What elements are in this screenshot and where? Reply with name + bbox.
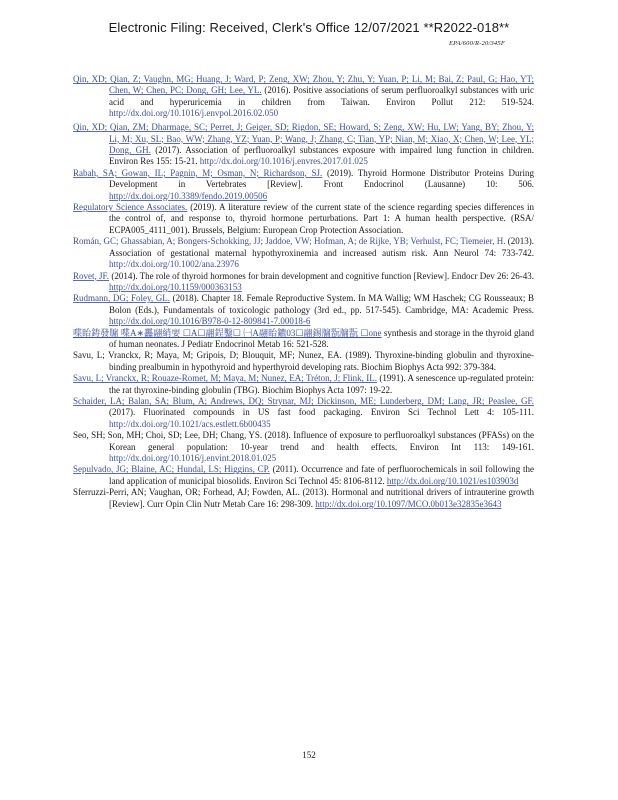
doi-link[interactable]: http://dx.doi.org/10.1016/j.envres.2017.01.025 [199, 156, 368, 167]
reference-entry: 喋眙鋳發牖 喋A∗靐翮綃婯 ☐A☐翮鋥鑿☐ ㈠A翮眙鑣03☐翮錫牖翫牖翫 ☐one synthesis and storage in the thyroid gland of human neonates. J Pediatr Endocrinol Metab 16: 521-528. [73, 327, 534, 349]
author-link[interactable]: Savu, L; Vranckx, R; Rouaze-Romet, M; Maya, M; Nunez, EA; Tréton, J; Flink, IL. [73, 373, 377, 384]
doi-link[interactable]: http://dx.doi.org/10.3389/fendo.2019.00506 [109, 190, 268, 201]
doi-link[interactable]: http://dx.doi.org/10.1097/MCO.0b013e32835e3643 [315, 498, 502, 509]
doi-link[interactable]: http://dx.doi.org/10.1016/j.envint.2018.01.025 [109, 453, 277, 463]
reference-entry: Savu, L; Vranckx, R; Maya, M; Gripois, D; Blouquit, MF; Nunez, EA. (1989). Thyroxine-binding globulin and thyroxine-binding prealbumin in hypothyroid and hyperthyroid developing rats. Biochim Biophys Acta 992: 379-384. [73, 350, 534, 372]
author-text: Seo, SH; Son, MH; Choi, SD; Lee, DH; Chang, YS. [73, 430, 263, 441]
reference-entry: Rabah, SA; Gowan, IL; Pagnin, M; Osman, N; Richardson, SJ. (2019). Thyroid Hormone Distributor Proteins During Development in Vertebrates [Review]. Front Endocrinol (Lausanne) 10: 506. http://dx.doi.org/10.3389/fendo.2019.00506 [73, 167, 534, 201]
reference-entry: Regulatory Science Associates. (2019). A literature review of the current state of the science regarding species differences in the control of, and response to, thyroid hormone perturbations. Part 1: A human health perspective. (RSA/ ECPA005_4111_001). Brussels, Belgium: European Crop Protection Association. [73, 202, 534, 235]
reference-entry: Qin, XD; Qian, ZM; Dharmage, SC; Perret, J; Geiger, SD; Rigdon, SE; Howard, S; Zeng, XW; Hu, LW; Yang, BY; Zhou, Y; Li, M; Xu, SL; Bao, WW; Zhang, YZ; Yuan, P; Wang, J; Zhang, C; Tian, YP; Nian, M; Xiao, X; Chen, W; Lee, YL; Dong, GH. (2017). Association of perfluoroalkyl substances exposure with impaired lung function in children. Environ Res 155: 15-21. http://dx.doi.org/10.1016/j.envres.2017.01.025 [73, 122, 535, 167]
author-text: Sferruzzi-Perri, AN; Vaughan, OR; Forhead, AJ; Fowden, AL. [73, 487, 300, 498]
author-link[interactable]: Schaider, LA; Balan, SA; Blum, A; Andrews, DQ; Strynar, MJ; Dickinson, ME; Lunderberg, DM; Lang, JR; Peaslee, GF. [73, 395, 534, 406]
author-link[interactable]: Regulatory Science Associates. [73, 202, 188, 213]
garbled-author-text: 喋眙鋳發牖 喋A∗靐翮綃婯 ☐A☐翮鋥鑿☐ ㈠A翮眙鑣03☐翮錫牖翫牖翫 ☐one [73, 327, 382, 338]
doi-link[interactable]: http://dx.doi.org/10.1016/B978-0-12-809841-7.00018-6 [109, 316, 311, 327]
author-link[interactable]: Rovet, JF. [73, 270, 110, 281]
author-link[interactable]: Rabah, SA; Gowan, IL; Pagnin, M; Osman, N; Richardson, SJ. [73, 167, 323, 178]
document-id: EPA/600/R-20/345F [449, 40, 505, 47]
doi-link[interactable]: http://dx.doi.org/10.1021/es103903d [386, 475, 519, 486]
author-link[interactable]: Sepulvado, JG; Blaine, AC; Hundal, LS; Higgins, CP. [73, 464, 270, 475]
reference-entry: Sepulvado, JG; Blaine, AC; Hundal, LS; Higgins, CP. (2011). Occurrence and fate of perfluorochemicals in soil following the land application of municipal biosolids. Environ Sci Technol 45: 8106-8112. http://dx.doi.org/10.1021/es103903d [73, 464, 534, 486]
reference-list [73, 74, 534, 510]
doi-link[interactable]: http://dx.doi.org/10.1002/ana.23976 [109, 259, 239, 270]
reference-entry: Rudmann, DG; Foley, GL. (2018). Chapter 18. Female Reproductive System. In MA Wallig; WM Haschek; CG Rousseaux; B Bolon (Eds.), Fundamentals of toxicologic pathology (3rd ed., pp. 517-545). Cambridge, MA: Academic Press. http://dx.doi.org/10.1016/B978-0-12-809841-7.00018-6 [73, 293, 534, 327]
doi-link[interactable]: http://dx.doi.org/10.1021/acs.estlett.6b00435 [109, 418, 271, 429]
reference-entry: Savu, L; Vranckx, R; Rouaze-Romet, M; Maya, M; Nunez, EA; Tréton, J; Flink, IL. (1991). A senescence up-regulated protein: the rat thyroxine-binding globulin (TBG). Biochim Biophys Acta 1097: 19-22. [73, 373, 534, 395]
author-link[interactable]: Qin, XD; Qian, Z; Vaughn, MG; Huang, J; Ward, P; Zeng, XW; Zhou, Y; Zhu, Y; Yuan, P; Li, M; Bai, Z; Paul, G; Hao, YT; Chen, W; Chen, PC; Dong, GH; Lee, YL. [73, 74, 534, 96]
reference-entry: Qin, XD; Qian, Z; Vaughn, MG; Huang, J; Ward, P; Zeng, XW; Zhou, Y; Zhu, Y; Yuan, P; Li, M; Bai, Z; Paul, G; Hao, YT; Chen, W; Chen, PC; Dong, GH; Lee, YL. (2016). Positive associations of serum perfluoroalkyl substances with uric acid and hyperuricemia in children from Taiwan. Environ Pollut 212: 519-524. http://dx.doi.org/10.1016/j.envpol.2016.02.050 [73, 74, 534, 119]
reference-entry: Sferruzzi-Perri, AN; Vaughan, OR; Forhead, AJ; Fowden, AL. (2013). Hormonal and nutritional drivers of intrauterine growth [Review]. Curr Opin Clin Nutr Metab Care 16: 298-309. http://dx.doi.org/10.1097/MCO.0b013e32835e3643 [73, 487, 534, 509]
filing-header: Electronic Filing: Received, Clerk's Office 12/07/2021 **R2022-018** [108, 20, 510, 35]
reference-entry: Rovet, JF. (2014). The role of thyroid hormones for brain development and cognitive function [Review]. Endocr Dev 26: 26-43. http://dx.doi.org/10.1159/000363153 [73, 270, 534, 292]
reference-entry: Román, GC; Ghassabian, A; Bongers-Schokking, JJ; Jaddoe, VW; Hofman, A; de Rijke, YB; Verhulst, FC; Tiemeier, H. (2013). Association of gestational maternal hypothyroxinemia and increased autism risk. Ann Neurol 74: 733-742. http://dx.doi.org/10.1002/ana.23976 [73, 236, 535, 270]
reference-entry: Seo, SH; Son, MH; Choi, SD; Lee, DH; Chang, YS. (2018). Influence of exposure to perfluoroalkyl substances (PFASs) on the Korean general population: 10-year trend and health effects. Environ Int 113: 149-161. http://dx.doi.org/10.1016/j.envint.2018.01.025 [73, 430, 534, 463]
reference-entry: Schaider, LA; Balan, SA; Blum, A; Andrews, DQ; Strynar, MJ; Dickinson, ME; Lunderberg, DM; Lang, JR; Peaslee, GF. (2017). Fluorinated compounds in US fast food packaging. Environ Sci Technol Lett 4: 105-111. http://dx.doi.org/10.1021/acs.estlett.6b00435 [73, 395, 534, 429]
author-link[interactable]: Qin, XD; Qian, ZM; Dharmage, SC; Perret, J; Geiger, SD; Rigdon, SE; Howard, S; Zeng, XW; Hu, LW; Yang, BY; Zhou, Y; Li, M; Xu, SL; Bao, WW; Zhang, YZ; Yuan, P; Wang, J; Zhang, C; Tian, YP; Nian, M; Xiao, X; Chen, W; Lee, YL; Dong, GH. [73, 122, 534, 156]
author-link[interactable]: Rudmann, DG; Foley, GL. [73, 293, 171, 304]
author-link[interactable]: Román, GC; Ghassabian, A; Bongers-Schokking, JJ; Jaddoe, VW; Hofman, A; de Rijke, YB; Verhulst, FC; Tiemeier, H. [73, 236, 506, 247]
page-number: 152 [302, 750, 316, 760]
author-text: Savu, L; Vranckx, R; Maya, M; Gripois, D; Blouquit, MF; Nunez, EA. [73, 350, 342, 361]
doi-link[interactable]: http://dx.doi.org/10.1159/000363153 [109, 281, 242, 292]
doi-link[interactable]: http://dx.doi.org/10.1016/j.envpol.2016.02.050 [109, 108, 279, 119]
